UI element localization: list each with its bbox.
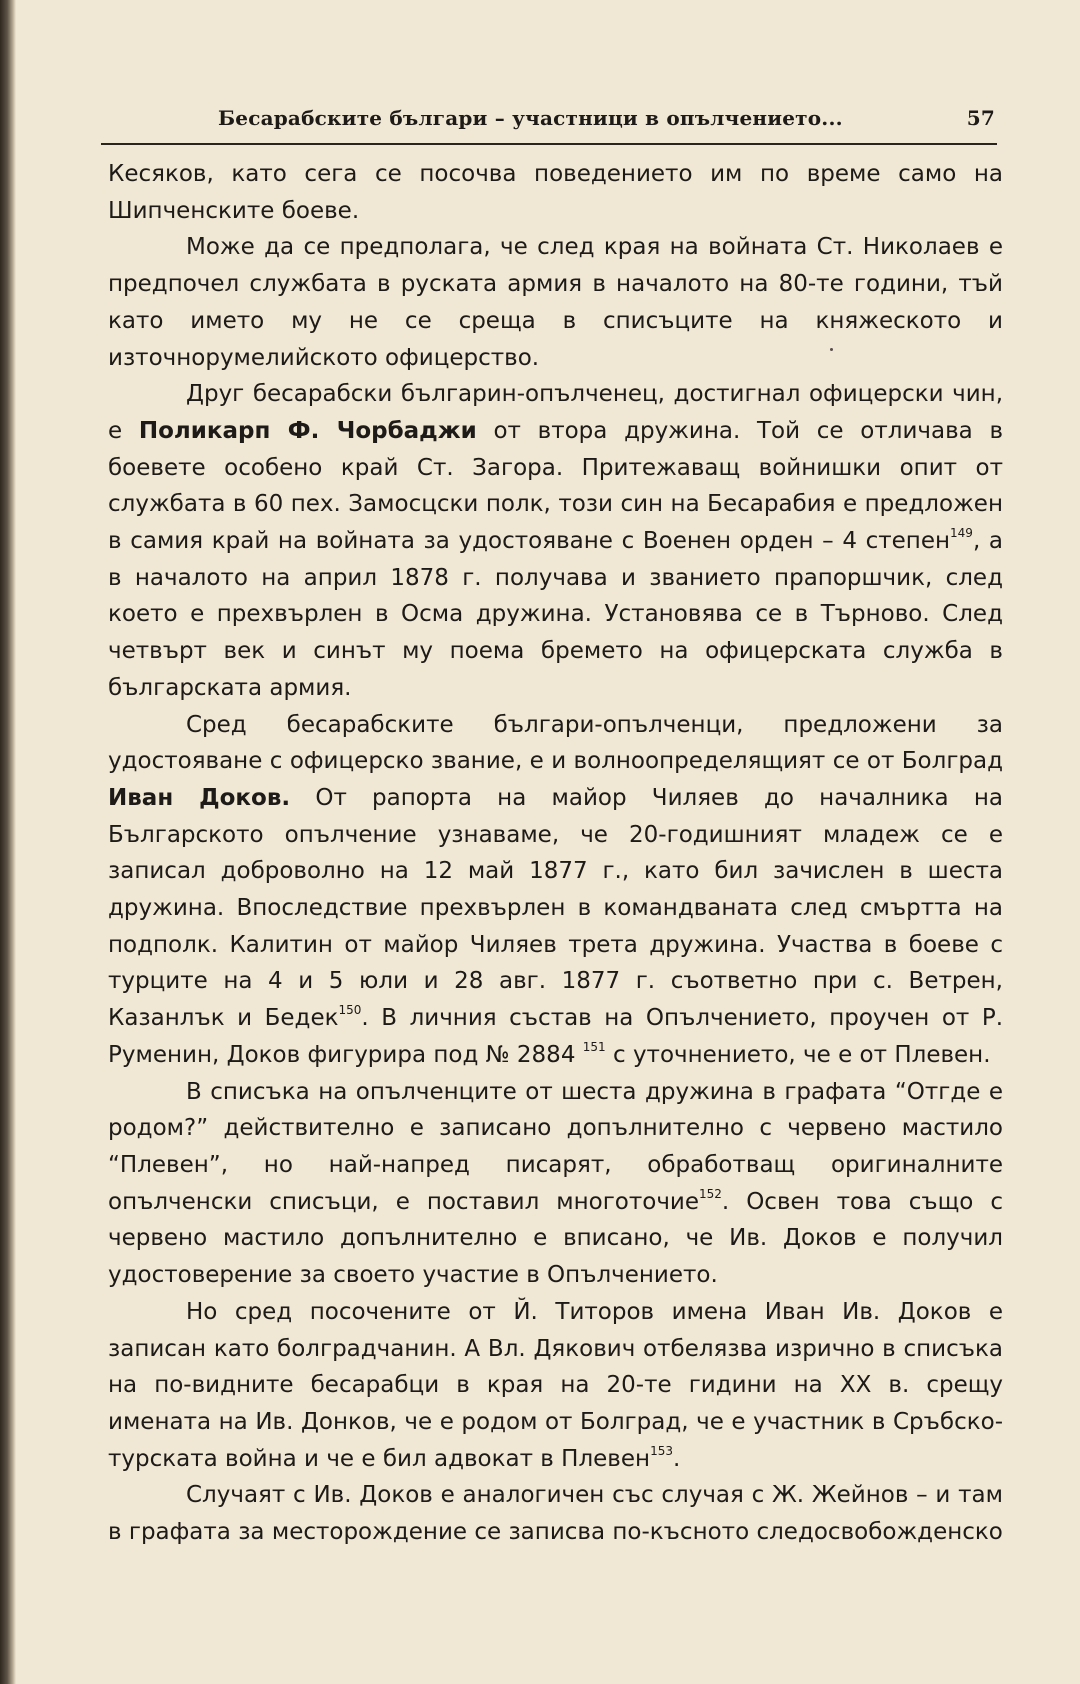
- paragraph-4: Сред бесарабските българи-опълченци, предложени за удостояване с офицерско звание, е и волноопределящият се от Болград Иван Доков. От рапорта на майор Чиляев до началника на Българското опълчение узнаваме, че 20-годишният младеж се е записал доброволно на 12 май 1877 г., като бил зачислен в шеста дружина. Впоследствие прехвърлен в командваната след смъртта на подполк. Калитин от майор Чиляев трета дружина. Участва в боеве с турците на 4 и 5 юли и 28 авг. 1877 г. съответно при с. Ветрен, Казанлък и Бедек$^{150}$. В личния състав на Опълчението, проучен от Р. Руменин, Доков фигурира под № 2884 $^{151}$ с уточнението, че е от Плевен.: [108, 711, 1003, 1068]
- print-speck: [830, 348, 833, 351]
- footnote-ref: 151: [582, 1039, 606, 1054]
- paragraph-3: Друг бесарабски българин-опълченец, достигнал офицерски чин, е Поликарп Ф. Чорбаджи от втора дружина. Той се отличава в боевете особено край Ст. Загора. Притежаващ войнишки опит от службата в 60 пех. Замосцски полк, този син на Бесарабия е предложен в самия край на войната за удостояване с Военен орден – 4 степен$^{149}$, а в началото на април 1878 г. получава и званието прапоршчик, след което е прехвърлен в Осма дружина. Установява се в Търново. След четвърт век и синът му поема бремето на офицерската служба в българската армия.: [108, 381, 1003, 701]
- person-name: Иван Доков.: [108, 784, 291, 811]
- page-number: 57: [966, 106, 995, 130]
- running-title: Бесарабските българи – участници в опълчението...: [218, 106, 843, 130]
- footnote-ref: 149: [950, 526, 973, 541]
- header-rule: [101, 143, 997, 145]
- paragraph-5: В списъка на опълченците от шеста дружина в графата “Отгде е родом?” действително е записано допълнително с червено мастило “Плевен”, но най-напред писарят, обработващ оригиналните опълченски списъци, е поставил многоточие$^{152}$. Освен това също с червено мастило допълнително е вписано, че Ив. Доков е получил удостоверение за своето участие в Опълчението.: [108, 1078, 1003, 1289]
- book-binding-shadow: [0, 0, 16, 1684]
- running-header: [103, 106, 995, 130]
- paragraph-7: Случаят с Ив. Доков е аналогичен със случая с Ж. Жейнов – и там в графата за месторождение се записва по-късното следосвобожденско: [108, 1482, 1003, 1546]
- paragraph-2: Може да се предполага, че след края на войната Ст. Николаев е предпочел службата в руската армия в началото на 80-те години, тъй като името му не се среща в списъците на княжеското и източнорумелийското офицерство.: [108, 234, 1003, 371]
- person-name: Поликарп Ф. Чорбаджи: [138, 417, 477, 444]
- body-text: [108, 156, 1003, 1551]
- footnote-ref: 150: [338, 1003, 362, 1018]
- paragraph-6: Но сред посочените от Й. Титоров имена Иван Ив. Доков е записан като болградчанин. А Вл. Дякович отбелязва изрично в списъка на по-видните бесарабци в края на 20-те гидини на XX в. срещу имената на Ив. Донков, че е родом от Болград, че е участник в Сръбско-турската война и че е бил адвокат в Плевен$^{153}$.: [108, 1298, 1003, 1472]
- paragraph-1: Кесяков, като сега се посочва поведението им по време само на Шипченските боеве.: [108, 161, 1003, 224]
- footnote-ref: 153: [650, 1443, 673, 1458]
- footnote-ref: 152: [699, 1186, 722, 1201]
